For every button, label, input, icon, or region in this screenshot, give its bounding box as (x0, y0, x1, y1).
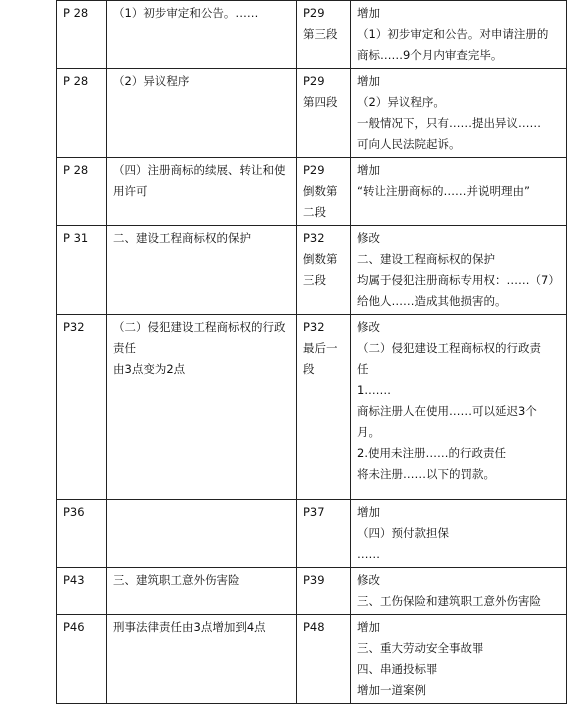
old-page-cell: P 31 (57, 226, 107, 315)
old-content-cell: （2）异议程序 (107, 69, 297, 158)
old-content-cell: 二、建设工程商标权的保护 (107, 226, 297, 315)
table-row (57, 568, 567, 615)
change-cell: 增加 “转让注册商标的……并说明理由” (351, 158, 567, 226)
revision-table (56, 0, 567, 704)
old-content-cell: （二）侵犯建设工程商标权的行政 责任 由3点变为2点 (107, 315, 297, 500)
change-cell: 修改 三、工伤保险和建筑职工意外伤害险 (351, 568, 567, 615)
change-cell: 增加 （四）预付款担保 …… (351, 500, 567, 568)
table-row (57, 1, 567, 69)
new-page-cell: P48 (297, 615, 351, 704)
table-row (57, 500, 567, 568)
table-row (57, 158, 567, 226)
change-cell: 增加 （2）异议程序。 一般情况下，只有……提出异议…… 可向人民法院起诉。 (351, 69, 567, 158)
new-page-cell: P37 (297, 500, 351, 568)
new-page-cell: P29 第四段 (297, 69, 351, 158)
old-page-cell: P 28 (57, 158, 107, 226)
old-content-cell: 刑事法律责任由3点增加到4点 (107, 615, 297, 704)
old-page-cell: P 28 (57, 1, 107, 69)
new-page-cell: P32 倒数第 三段 (297, 226, 351, 315)
change-cell: 增加 （1）初步审定和公告。对申请注册的 商标……9个月内审查完毕。 (351, 1, 567, 69)
old-page-cell: P36 (57, 500, 107, 568)
table-row (57, 315, 567, 500)
table-row (57, 615, 567, 704)
new-page-cell: P29 倒数第 二段 (297, 158, 351, 226)
old-page-cell: P43 (57, 568, 107, 615)
change-cell: 修改 （二）侵犯建设工程商标权的行政责 任 1.…… 商标注册人在使用……可以延迟3个 月。 2.使用未注册……的行政责任 将未注册……以下的罚款。 (351, 315, 567, 500)
table-row (57, 69, 567, 158)
old-content-cell: （1）初步审定和公告。…… (107, 1, 297, 69)
old-page-cell: P 28 (57, 69, 107, 158)
change-cell: 修改 二、建设工程商标权的保护 均属于侵犯注册商标专用权：……（7） 给他人……造成其他损害的。 (351, 226, 567, 315)
old-content-cell: 三、建筑职工意外伤害险 (107, 568, 297, 615)
new-page-cell: P29 第三段 (297, 1, 351, 69)
old-page-cell: P46 (57, 615, 107, 704)
old-page-cell: P32 (57, 315, 107, 500)
change-cell: 增加 三、重大劳动安全事故罪 四、串通投标罪 增加一道案例 (351, 615, 567, 704)
new-page-cell: P39 (297, 568, 351, 615)
old-content-cell (107, 500, 297, 568)
table-row (57, 226, 567, 315)
old-content-cell: （四）注册商标的续展、转让和使 用许可 (107, 158, 297, 226)
new-page-cell: P32 最后一 段 (297, 315, 351, 500)
